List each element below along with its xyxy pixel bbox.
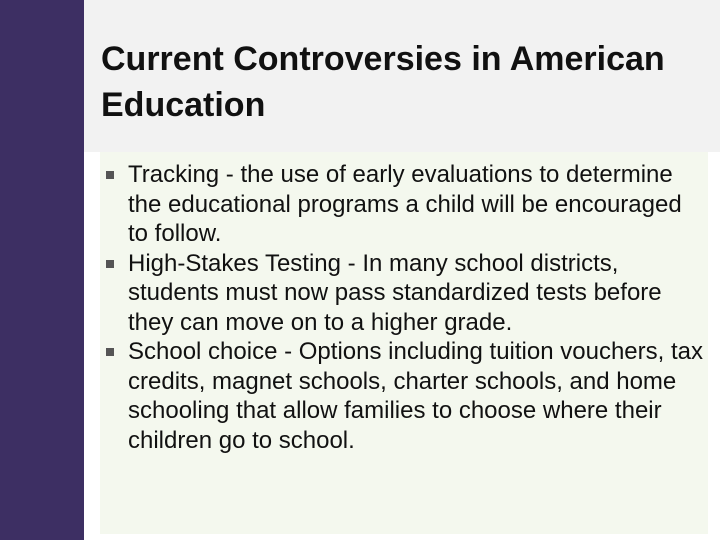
- bullet-item-tracking: [100, 160, 705, 249]
- slide-title: Current Controversies in American Education: [101, 40, 665, 124]
- square-bullet-icon: [106, 348, 114, 356]
- bullet-item-high-stakes-testing: [100, 249, 705, 338]
- bullet-text: High-Stakes Testing - In many school districts, students must now pass standardized tests before they can move on to a higher grade.: [128, 249, 662, 336]
- sidebar-accent-bar: [0, 0, 84, 540]
- square-bullet-icon: [106, 260, 114, 268]
- bullet-text: School choice - Options including tuition vouchers, tax credits, magnet schools, charter schools, and home schooling that allow families to choose where their children go to school.: [128, 338, 703, 454]
- square-bullet-icon: [106, 171, 114, 179]
- bullet-text: Tracking - the use of early evaluations to determine the educational programs a child will be encouraged to follow.: [128, 161, 682, 247]
- bullet-list: [100, 160, 705, 455]
- bullet-item-school-choice: [100, 337, 705, 455]
